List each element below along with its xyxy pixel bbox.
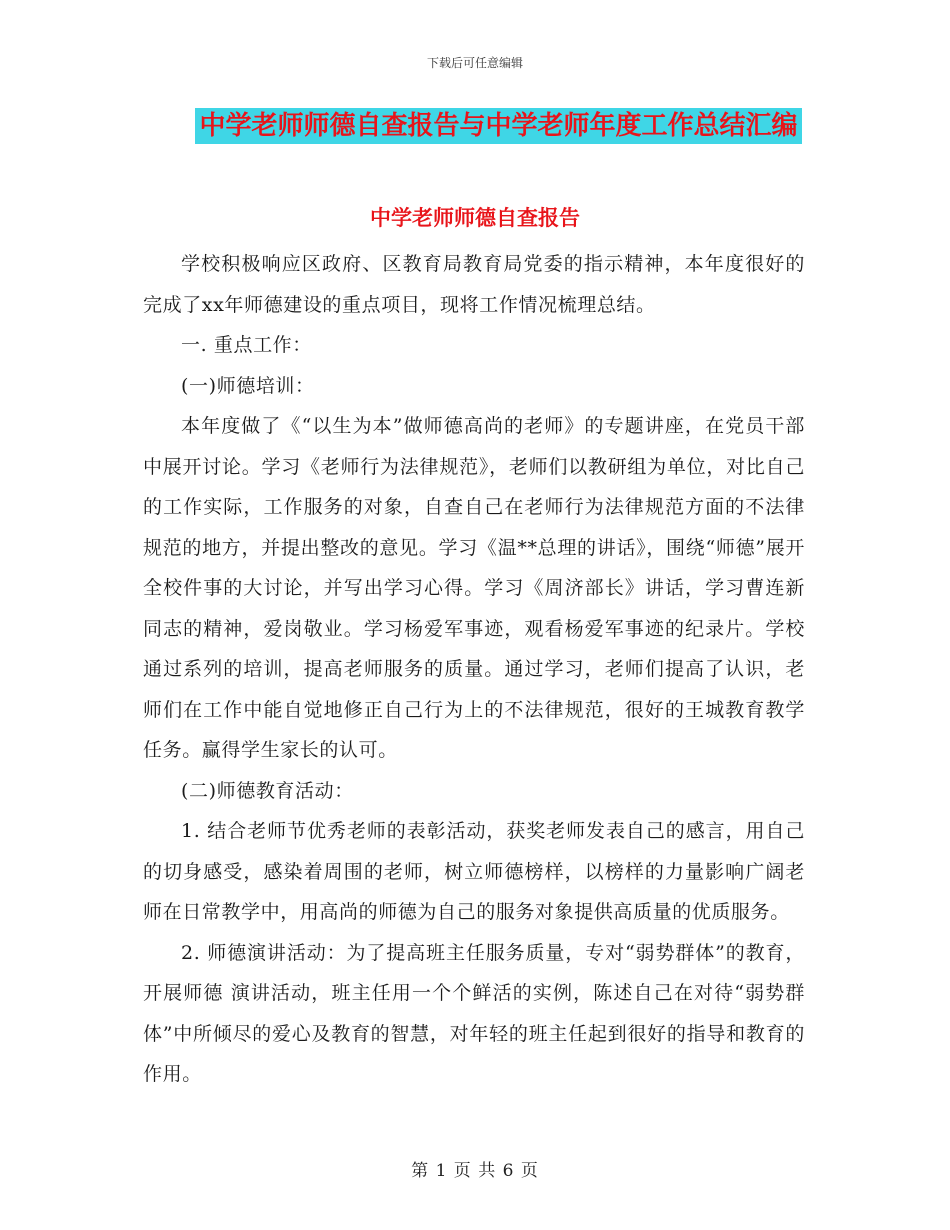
heading-training: (一)师德培训： <box>181 374 315 397</box>
header-note: 下载后可任意编辑 <box>426 56 523 70</box>
heading-activities: (二)师德教育活动： <box>181 779 354 802</box>
document-title: 中学老师师德自查报告与中学老师年度工作总结汇编 <box>199 111 798 141</box>
paragraph-training: 本年度做了《“以生为本”做师德高尚的老师》的专题讲座，在党员干部中展开讨论。学习《老师行为法律规范》，老师们以教研组为单位，对比自己的工作实际，工作服务的对象，自查自己在老师行为法律规范方面的不法律规范的地方，并提出整改的意见。学习《温**总理的讲话》，围绕“师德”展开全校件事的大讨论，并写出学习心得。学习《周济部长》讲话，学习曹连新同志的精神，爱岗敬业。学习杨爱军事迹，观看杨爱军事迹的纪录片。学校通过系列的培训，提高老师服务的质量。通过学习，老师们提高了认识，老师们在工作中能自觉地修正自己行为上的不法律规范，很好的王城教育教学任务。赢得学生家长的认可。 <box>143 415 805 761</box>
heading-key-work: 一. 重点工作： <box>181 334 312 356</box>
paragraph-activity-1: 1. 结合老师节优秀老师的表彰活动，获奖老师发表自己的感言，用自己的切身感受，感染着周围的老师，树立师德榜样，以榜样的力量影响广阔老师在日常教学中，用高尚的师德为自己的服务对象提供高质量的优质服务。 <box>143 820 805 923</box>
document-body <box>143 244 805 1095</box>
paragraph-intro: 学校积极响应区政府、区教育局教育局党委的指示精神，本年度很好的完成了xx年师德建设的重点项目，现将工作情况梳理总结。 <box>143 253 805 316</box>
section-title: 中学老师师德自查报告 <box>370 205 580 230</box>
paragraph-activity-2: 2. 师德演讲活动：为了提高班主任服务质量，专对“弱势群体”的教育，开展师德 演讲活动，班主任用一个个鲜活的实例，陈述自己在对待“弱势群体”中所倾尽的爱心及教育的智慧，对年轻的班主任起到很好的指导和教育的作用。 <box>143 941 805 1085</box>
page-number: 第 1 页 共 6 页 <box>411 1161 539 1181</box>
